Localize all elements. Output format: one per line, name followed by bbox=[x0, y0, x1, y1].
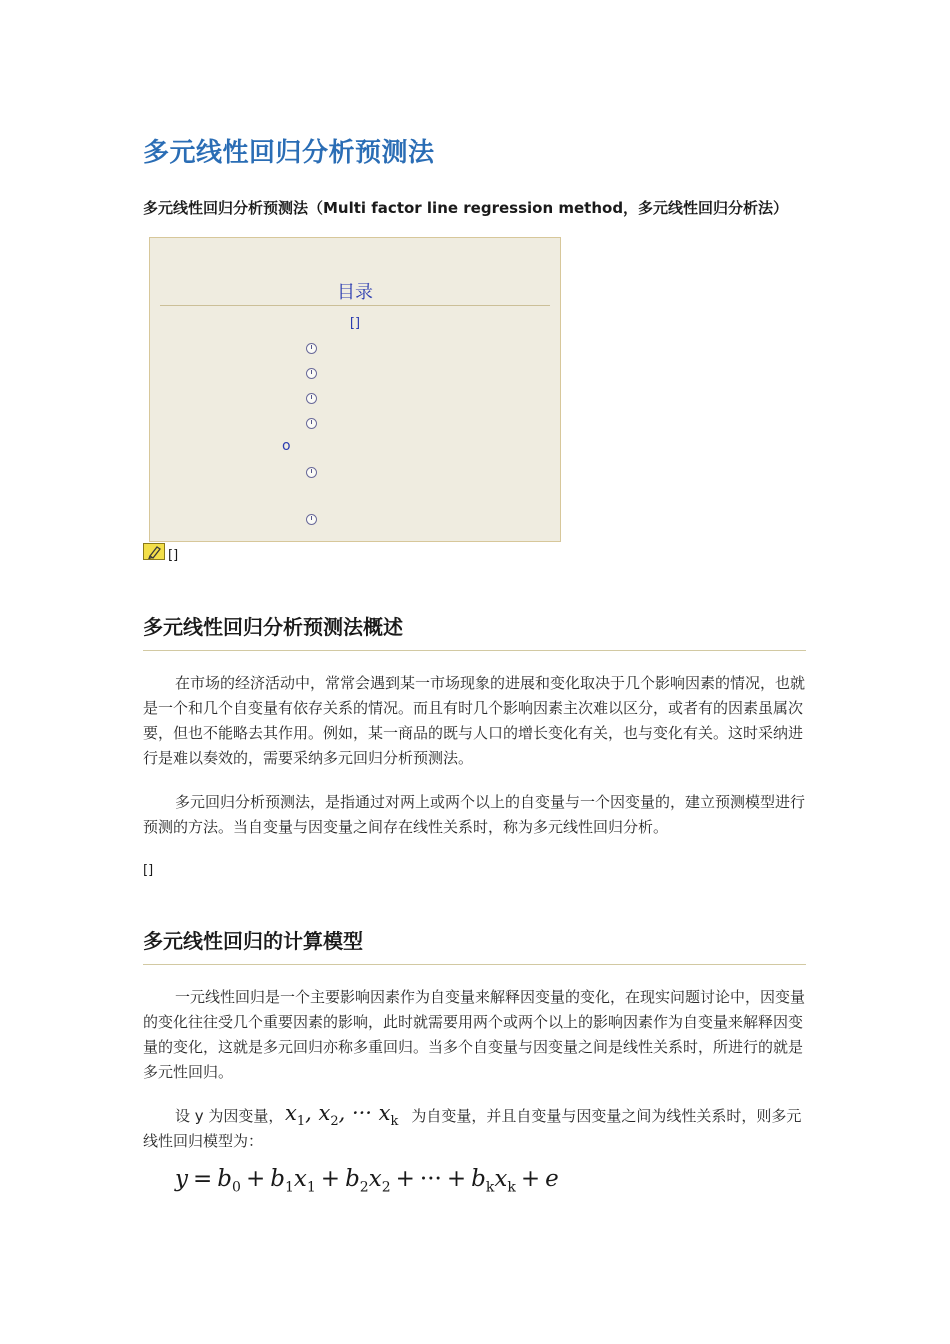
model-intro-suffix: 为自变量，并且自变量与因变量之间为线性关系时，则多元线性回归模型为： bbox=[143, 1107, 802, 1150]
toc-divider bbox=[160, 305, 550, 306]
toc-bullet-icon bbox=[306, 467, 317, 478]
table-of-contents bbox=[149, 237, 561, 542]
toc-toggle-link[interactable]: [] bbox=[349, 316, 361, 331]
toc-bullet-icon bbox=[306, 514, 317, 525]
model-paragraph-1: 一元线性回归是一个主要影响因素作为自变量来解释因变量的变化，在现实问题讨论中，因变量的变化往往受几个重要因素的影响，此时就需要用两个或两个以上的影响因素作为自变量来解释因变量的变化，这就是多元回归亦称多重回归。当多个自变量与因变量之间是线性关系时，所进行的就是多元性回归。 bbox=[143, 988, 806, 1081]
toc-bullet-icon bbox=[306, 368, 317, 379]
regression-model-formula: $y = b_0 + b_1x_1 + b_2x_2$ + ··· + $b_kx_k + e$ bbox=[175, 1166, 559, 1196]
toc-bullet-icon bbox=[306, 418, 317, 429]
page-title: 多元线性回归分析预测法 bbox=[143, 138, 435, 168]
section-divider bbox=[143, 650, 806, 651]
overview-paragraph-1: 在市场的经济活动中，常常会遇到某一市场现象的进展和变化取决于几个影响因素的情况，也就是一个和几个自变量有依存关系的情况。而且有时几个影响因素主次难以区分，或者有的因素虽属次要，但也不能略去其作用。例如，某一商品的既与人口的增长变化有关，也与变化有关。这时采纳进行是难以奏效的，需要采纳多元回归分析预测法。 bbox=[143, 674, 806, 767]
toc-bullet-icon bbox=[306, 393, 317, 404]
section-edit-link[interactable]: [] bbox=[143, 863, 154, 878]
overview-paragraph-2: 多元回归分析预测法，是指通过对两上或两个以上的自变量与一个因变量的，建立预测模型进行预测的方法。当自变量与因变量之间存在线性关系时，称为多元线性回归分析。 bbox=[143, 793, 806, 836]
section-heading-overview: 多元线性回归分析预测法概述 bbox=[143, 615, 403, 639]
independent-variables-formula: $x_1$, $x_2$, ··· $x_k$ bbox=[285, 1101, 399, 1130]
edit-link[interactable]: [] bbox=[168, 548, 179, 563]
toc-sublist-marker: o bbox=[282, 438, 291, 454]
page-subtitle: 多元线性回归分析预测法（Multi factor line regression method，多元线性回归分析法） bbox=[143, 199, 789, 217]
toc-title: 目录 bbox=[337, 282, 373, 303]
model-intro-paragraph bbox=[143, 1104, 808, 1154]
model-intro-prefix: 设 y 为因变量， bbox=[175, 1107, 284, 1125]
edit-icon[interactable] bbox=[143, 543, 165, 560]
toc-bullet-icon bbox=[306, 343, 317, 354]
section-divider bbox=[143, 964, 806, 965]
section-heading-model: 多元线性回归的计算模型 bbox=[143, 929, 363, 953]
